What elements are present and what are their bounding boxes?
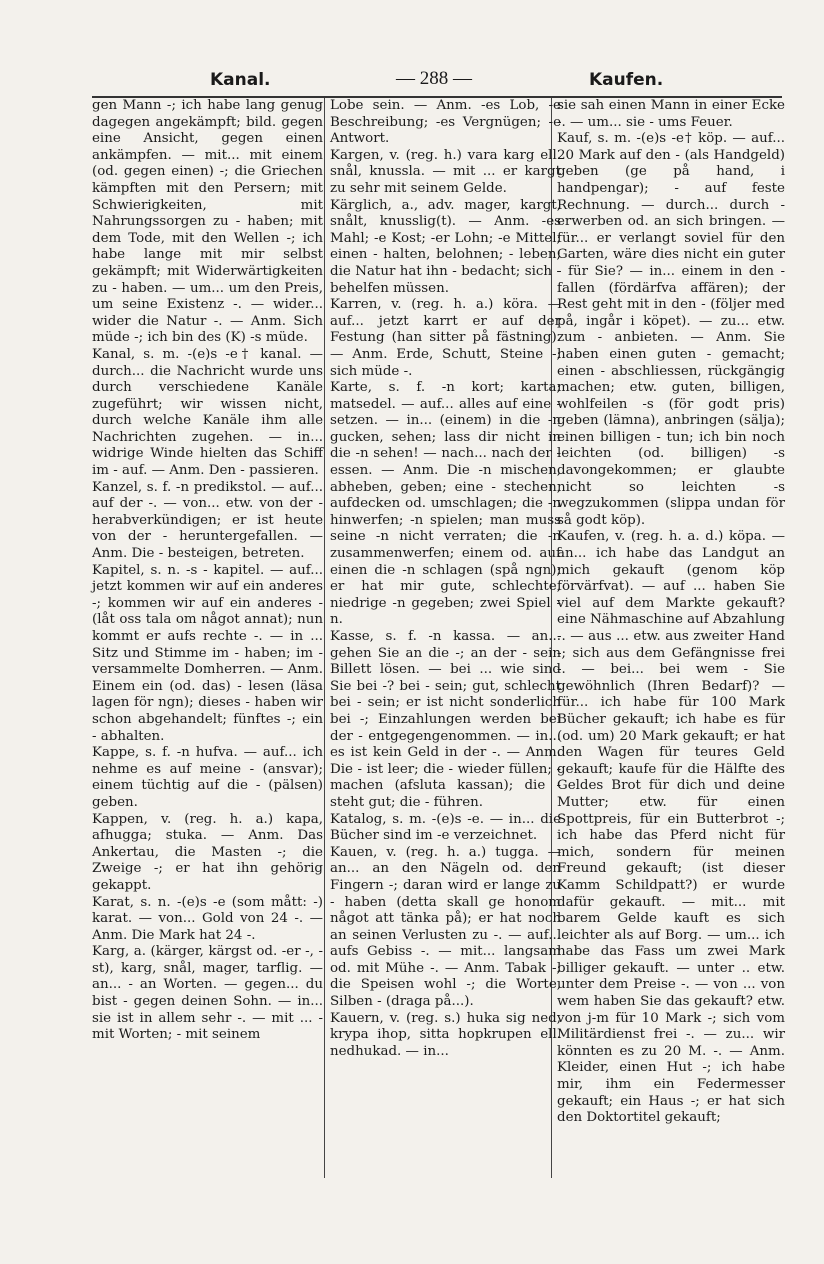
entry-paragraph: Kapitel, s. n. -s - kapitel. — auf... jetzt kommen wir auf ein anderes -; kommen wir auf ein anderes - (låt oss tala om något annat); nun kommt er aufs rechte -. — in ... Sitz und Stimme im - haben; im - versammelte Domherren. — Anm. Einem ein (od. das) - lesen (läsa lagen för ngn); dieses - haben wir schon abgehandelt; fünftes -; ein - abhalten. <box>92 562 323 744</box>
column-divider <box>324 98 325 1178</box>
entry-paragraph: Kappen, v. (reg. h. a.) kapa, afhugga; stuka. — Anm. Das Ankertau, die Masten -; die Zweige -; er hat ihn gehörig gekappt. <box>92 811 323 893</box>
entry-paragraph: Karren, v. (reg. h. a.) köra. — auf... jetzt karrt er auf der Festung (han sitter på fästning). — Anm. Erde, Schutt, Steine -; sich müde -. <box>330 297 561 379</box>
entry-paragraph: Kaufen, v. (reg. h. a. d.) köpa. — an... ich habe das Landgut an mich gekauft (genom köp förvärfvat). — auf ... haben Sie viel auf dem Markte gekauft? eine Nähmaschine auf Abzahlung -. — aus ... etw. aus zweiter Hand -; sich aus dem Gefängnisse frei -. — bei... bei wem - Sie gewöhnlich (Ihren Bedarf)? — für... ich habe für 100 Mark Bücher gekauft; ich habe es für (od. um) 20 Mark gekauft; er hat den Wagen für teures Geld gekauft; kaufe für die Hälfte des Geldes Brot für dich und deine Mutter; etw. für einen Spottpreis, für ein Butterbrot -; ich habe das Pferd nicht für mich, sondern für meinen Freund gekauft; (ist dieser Kamm Schildpatt?) er wurde dafür gekauft. — mit... mit barem Gelde kauft es sich leichter als auf Borg. — um... ich habe das Fass um zwei Mark billiger gekauft. — unter .. etw. unter dem Preise -. — von ... von wem haben Sie das gekauft? etw. von j-m für 10 Mark -; sich vom Militärdienst frei -. — zu... wir könnten es zu 20 M. -. — Anm. Kleider, einen Hut -; ich habe mir, ihm ein Federmesser gekauft; ein Haus -; er hat sich den Doktortitel gekauft; <box>557 529 785 1126</box>
entry-paragraph: Karte, s. f. -n kort; karta; matsedel. — auf... alles auf eine - setzen. — in... (einem) in die -n gucken, sehen; lass dir nicht in die -n sehen! — nach... nach der - essen. — Anm. Die -n mischen, abheben, geben; eine - stechen, aufdecken od. umschlagen; die -n hinwerfen; -n spielen; man muss seine -n nicht verraten; die -n zusammenwerfen; einem od. auf einen die -n schlagen (spå ngn); er hat mir gute, schlechte, niedrige -n gegeben; zwei Spiel -n. <box>330 380 561 628</box>
text-column-2 <box>330 98 561 1060</box>
entry-paragraph: gen Mann -; ich habe lang genug dagegen angekämpft; bild. gegen eine Ansicht, gegen einen ankämpfen. — mit... mit einem (od. gegen einen) -; die Griechen kämpften mit den Persern; mit Schwierigkeiten, mit Nahrungssorgen zu - haben; mit dem Tode, mit den Wellen -; ich habe lange mit mir selbst gekämpft; mit Widerwärtigkeiten zu - haben. — um... um den Preis, um seine Existenz -. — wider... wider die Natur -. — Anm. Sich müde -; ich bin des (K) -s müde. <box>92 98 323 346</box>
entry-paragraph: Lobe sein. — Anm. -es Lob, -e Beschreibung; -es Vergnügen; -e Antwort. <box>330 98 561 147</box>
entry-paragraph: Kauen, v. (reg. h. a.) tugga. — an... an den Nägeln od. den Fingern -; daran wird er lange zu - haben (detta skall ge honom något att tänka på); er hat noch an seinen Verlusten zu -. — auf... aufs Gebiss -. — mit... langsam od. mit Mühe -. — Anm. Tabak -; die Speisen wohl -; die Worte, Silben - (draga på...). <box>330 844 561 1010</box>
entry-paragraph: Kanal, s. m. -(e)s -e† kanal. — durch... die Nachricht wurde uns durch verschiedene Kanäle zugeführt; wir wissen nicht, durch welche Kanäle ihm alle Nachrichten zugehen. — in... widrige Winde hielten das Schiff im - auf. — Anm. Den - passieren. <box>92 346 323 479</box>
entry-paragraph: Katalog, s. m. -(e)s -e. — in... die Bücher sind im -e verzeichnet. <box>330 811 561 844</box>
page-header <box>92 64 784 94</box>
entry-paragraph: Kauf, s. m. -(e)s -e† köp. — auf... 20 Mark auf den - (als Handgeld) geben (ge på hand, i handpengar); - auf feste Rechnung. — durch... durch - erwerben od. an sich bringen. — für... er verlangt soviel für den Garten, wäre dies nicht ein guter - für Sie? — in... einem in den - fallen (fördärfva affären); der Rest geht mit in den - (följer med på, ingår i köpet). — zu... etw. zum - anbieten. — Anm. Sie haben einen guten - gemacht; einen - abschliessen, rückgängig machen; etw. guten, billigen, wohlfeilen -s (för godt pris) geben (lämna), anbringen (sälja); einen billigen - tun; ich bin noch leichten (od. billigen) -s davongekommen; er glaubte nicht so leichten -s wegzukommen (slippa undan för så godt köp). <box>557 131 785 528</box>
entry-paragraph: sie sah einen Mann in einer Ecke -. — um... sie - ums Feuer. <box>557 98 785 130</box>
entry-paragraph: Kargen, v. (reg. h.) vara karg ell. snål, knussla. — mit ... er kargt zu sehr mit seinem Gelde. <box>330 147 561 196</box>
running-head-left: Kanal. <box>210 70 271 90</box>
entry-paragraph: Kasse, s. f. -n kassa. — an... gehen Sie an die -; an der - sein Billett lösen. — bei ... wie sind Sie bei -? bei - sein; gut, schlecht bei - sein; er ist nicht sonderlich bei -; Einzahlungen werden bei der - entgegengenommen. — in... es ist kein Geld in der -. — Anm. Die - ist leer; die - wieder füllen; - machen (afsluta kassan); die - steht gut; die - führen. <box>330 629 561 810</box>
entry-paragraph: Kappe, s. f. -n hufva. — auf... ich nehme es auf meine - (ansvar); einem tüchtig auf die - (pälsen) geben. <box>92 745 323 810</box>
text-column-1 <box>92 98 323 1044</box>
running-head-right: Kaufen. <box>589 70 664 90</box>
text-column-3 <box>557 98 785 1127</box>
entry-paragraph: Kärglich, a., adv. mager, kargt, snålt, knusslig(t). — Anm. -es Mahl; -e Kost; -er Lohn; -e Mittel; einen - halten, belohnen; - leben; die Natur hat ihn - bedacht; sich - behelfen müssen. <box>330 197 561 296</box>
page-number: — 288 — <box>396 68 472 89</box>
entry-paragraph: Karat, s. n. -(e)s -e (som mått: -) karat. — von... Gold von 24 -. — Anm. Die Mark hat 24 -. <box>92 894 323 943</box>
entry-paragraph: Karg, a. (kärger, kärgst od. -er -, -st), karg, snål, mager, tarflig. — an... - an Worten. — gegen... du bist - gegen deinen Sohn. — in... sie ist in allem sehr -. — mit ... - mit Worten; - mit seinem <box>92 944 323 1043</box>
entry-paragraph: Kanzel, s. f. -n predikstol. — auf... auf der -. — von... etw. von der - herabverkündigen; er ist heute von der - heruntergefallen. — Anm. Die - besteigen, betreten. <box>92 479 323 562</box>
entry-paragraph: Kauern, v. (reg. s.) huka sig ned, krypa ihop, sitta hopkrupen ell. nedhukad. — in... <box>330 1010 561 1059</box>
